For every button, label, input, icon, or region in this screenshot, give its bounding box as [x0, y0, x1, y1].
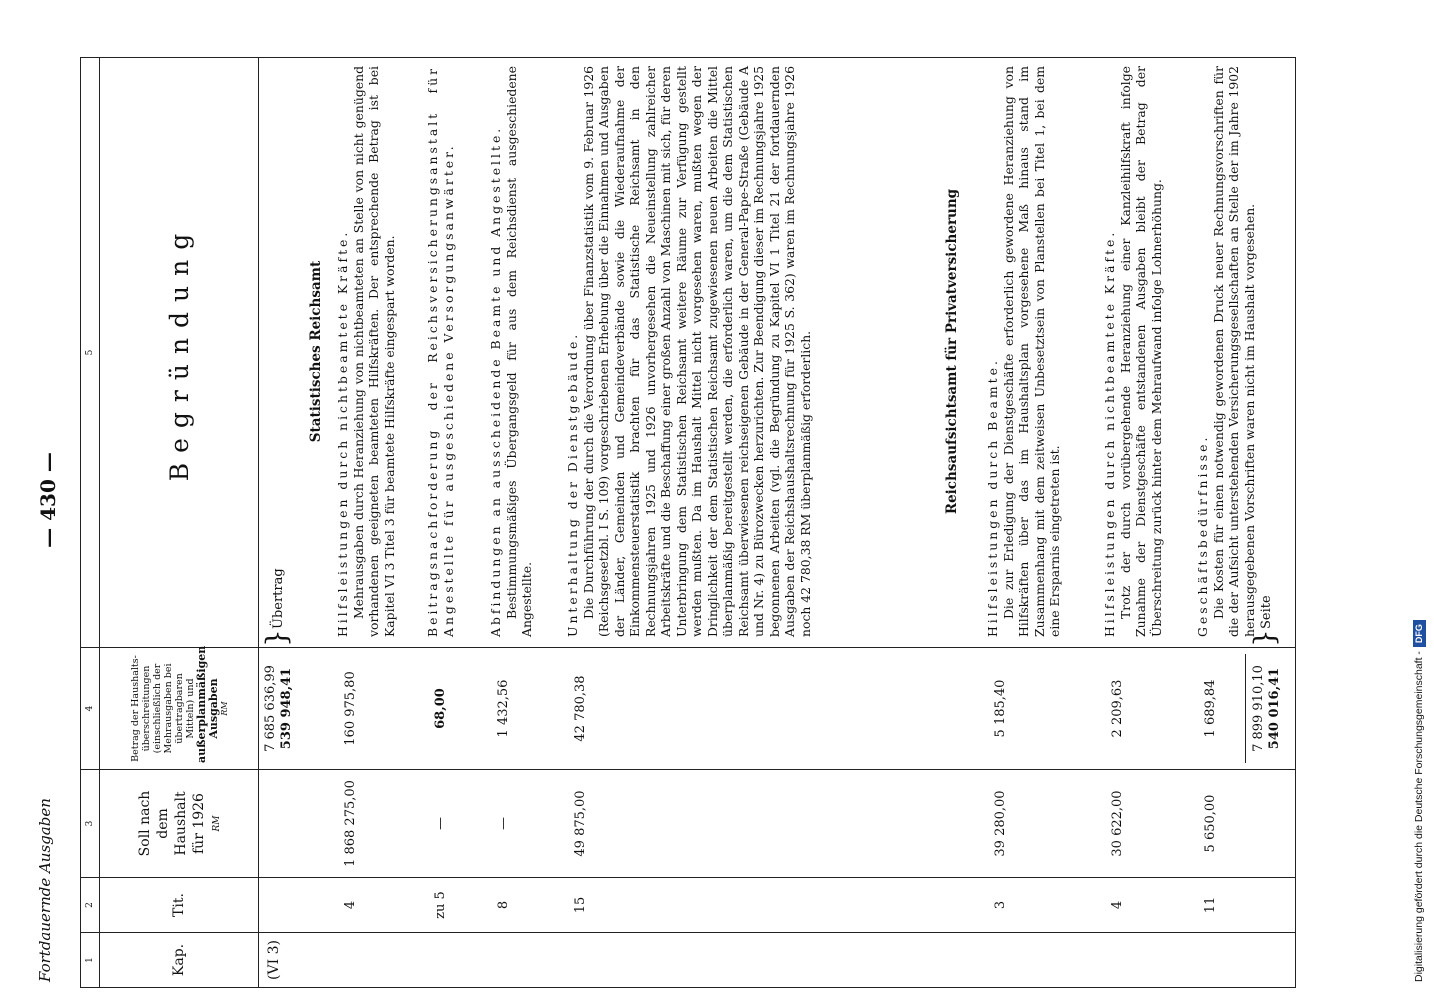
- entry-tit-4b: [1102, 66, 1164, 637]
- begruendung-column: [259, 58, 1296, 648]
- kap-value: (VI 3): [266, 940, 282, 980]
- column-number-row: [81, 58, 100, 988]
- entry-tit-15: [565, 66, 813, 637]
- seite-label: Seite: [1259, 595, 1274, 629]
- header-kap: Kap.: [100, 933, 259, 988]
- uebertrag-amount: 7 685 636,99: [263, 665, 278, 752]
- soll-value: 1 868 275,00: [343, 780, 358, 867]
- digitization-credit: [1408, 8, 1430, 992]
- soll-value: 49 875,00: [573, 790, 588, 857]
- tit-value: zu 5: [433, 891, 448, 919]
- credit-text: Digitalisierung gefördert durch die Deutsche Forschungsgemeinschaft -: [1413, 651, 1425, 982]
- col-number: 5: [81, 58, 100, 648]
- header-soll-unit: RM: [212, 815, 222, 832]
- tit-value: 11: [1203, 896, 1218, 914]
- col-number: 2: [81, 878, 100, 933]
- tit-value: 15: [573, 896, 588, 914]
- entry-text: Bestimmungsmäßiges Übergangsgeld für aus dem Reichsdienst ausgeschiedene Angestellte.: [503, 66, 534, 637]
- tit-value: 4: [1110, 900, 1125, 910]
- betrag-value: 160 975,80: [343, 671, 358, 746]
- running-head: Fortdauernde Ausgaben: [36, 798, 54, 982]
- betrag-column: [259, 648, 1296, 770]
- soll-value: —: [433, 817, 448, 830]
- entry-tit-zu5: [425, 66, 456, 637]
- betrag-value: 68,00: [433, 688, 448, 729]
- kap-column: [259, 933, 1296, 988]
- betrag-value: 2 209,63: [1110, 679, 1125, 738]
- header-soll: [100, 770, 259, 878]
- soll-value: 30 622,00: [1110, 790, 1125, 857]
- body-row: [259, 58, 1296, 988]
- uebertrag-label: Übertrag: [271, 568, 286, 629]
- uebertrag-amount-bold: 539 948,41: [279, 667, 294, 750]
- entry-title: Beitragsnachforderung der Reichsversicherungsanstalt für Angestellte für ausgeschiedene Versorgungsanwärter.: [425, 66, 456, 637]
- brace-glyph: }: [260, 629, 293, 647]
- entry-title: Geschäftsbedürfnisse.: [1195, 434, 1210, 637]
- entry-tit-11: [1195, 66, 1257, 637]
- dfg-logo: DFG: [1413, 620, 1426, 647]
- entry-text: Trotz der durch vorübergehende Heranziehung einer Kanzleihilfskraft infolge Zunahme der Dienstgeschäfte entstandenen Ausgaben bleibt der Betrag der Überschreitung zurück hinter dem Mehraufwand infolge Lohnerhöhung.: [1117, 66, 1164, 637]
- betrag-value: 1 689,84: [1203, 679, 1218, 738]
- page-number: — 430 —: [36, 452, 60, 548]
- betrag-value: 5 185,40: [993, 679, 1008, 738]
- soll-value: 5 650,00: [1203, 794, 1218, 853]
- tit-value: 3: [993, 900, 1008, 910]
- budget-table: [80, 57, 1296, 988]
- seite-amount: 7 899 910,10: [1251, 665, 1266, 752]
- entry-tit-3: [985, 66, 1063, 637]
- entry-tit-4: [335, 66, 397, 637]
- header-betrag-bold: außerplanmäßigen Ausgaben: [194, 645, 220, 763]
- col-number: 3: [81, 770, 100, 878]
- tit-value: 8: [496, 900, 511, 910]
- entry-title: Hilfsleistungen durch Beamte.: [985, 358, 1000, 637]
- entry-text: Die Kosten für einen notwendig gewordenen Druck neuer Rechnungsvorschriften für die der Aufsicht unterstehenden Versicherungsgesellschaften an Stelle der im Jahre 1902 herausgegebenen Vorschriften waren nicht im Haushalt vorgesehen.: [1210, 66, 1257, 637]
- entry-tit-8: [488, 66, 535, 637]
- betrag-value: 42 780,38: [573, 675, 588, 742]
- soll-value: 39 280,00: [993, 790, 1008, 857]
- seite-amount-bold: 540 016,41: [1267, 667, 1282, 750]
- tit-column: [259, 878, 1296, 933]
- col-number: 1: [81, 933, 100, 988]
- entry-title: Hilfsleistungen durch nichtbeamtete Kräfte.: [1102, 229, 1117, 637]
- sum-rule: [1245, 654, 1246, 763]
- header-row: [100, 58, 259, 988]
- entry-title: Abfindungen an ausscheidende Beamte und Angestellte.: [488, 125, 503, 637]
- soll-value: —: [496, 817, 511, 830]
- header-soll-text: Soll nach dem Haushalt für 1926: [137, 790, 207, 857]
- entry-text: Mehrausgaben durch Heranziehung von nichtbeamteten an Stelle von nicht genügend vorhandenen geeigneten beamteten Hilfskräften. Der entsprechende Betrag ist bei Kapitel VI 3 Titel 3 für beamtete Hilfskräfte eingespart worden.: [350, 66, 397, 637]
- header-begruendung: Begründung: [100, 58, 259, 648]
- section-heading: Reichsaufsichtsamt für Privatversicherung: [944, 188, 960, 515]
- entry-title: Unterhaltung der Dienstgebäude.: [565, 331, 580, 637]
- soll-column: [259, 770, 1296, 878]
- header-betrag: [100, 645, 259, 770]
- tit-value: 4: [343, 900, 358, 910]
- header-betrag-text: Betrag der Haushalts- überschreitungen (einschließlich der Mehrausgaben bei übertragbaren Mitteln) und: [129, 655, 196, 762]
- betrag-value: 1 432,56: [496, 679, 511, 738]
- entry-title: Hilfsleistungen durch nichtbeamtete Kräfte.: [335, 229, 350, 637]
- brace-glyph: }: [1248, 629, 1281, 647]
- header-tit: Tit.: [100, 878, 259, 933]
- header-betrag-unit: RM: [219, 701, 229, 716]
- section-heading: Statistisches Reichsamt: [308, 260, 324, 443]
- entry-text: Die Durchführung der durch die Verordnung über Finanzstatistik vom 9. Februar 1926 (Reichsgesetzbl. I S. 109) vorgeschriebenen Erhebung über die Einnahmen und Ausgaben der Länder, Gemeinden und Gemeindeverbände sowie die Wiederaufnahme der Einkommensteuerstatistik brachten für das Statistische Reichsamt in den Rechnungsjahren 1925 und 1926 unvorhergesehen die Neueinstellung zahlreicher Arbeitskräfte und die Beschaffung einer großen Anzahl von Maschinen mit sich, für deren Unterbringung dem Statistischen Reichsamt weitere Räume zur Verfügung gestellt werden mußten. Da im Haushalt Mittel nicht vorgesehen waren, mußten wegen der Dringlichkeit der dem Statistischen Reichsamt zugewiesenen neuen Arbeiten die Mittel überplanmäßig bereitgestellt werden, die erforderlich waren, um die dem Statistischen Reichsamt überwiesenen reichseigenen Gebäude in der General-Pape-Straße (Gebäude A und Nr. 4) zu Bürozwecken herzurichten. Zur Beendigung dieser im Rechnungsjahre 1925 begonnenen Arbeiten (vgl. die Begründung zu Kapitel VI 1 Titel 21 der fortdauernden Ausgaben der Reichshaushaltsrechnung für 1925 S. 362) waren im Rechnungsjahre 1926 noch 42 780,38 RM überplanmäßig erforderlich.: [580, 66, 813, 637]
- entry-text: Die zur Erledigung der Dienstgeschäfte erforderlich gewordene Heranziehung von Hilfskräften über das im Haushaltsplan vorgesehene Maß hinaus stand im Zusammenhang mit dem zeitweisen Unbesetztsein von Planstellen bei Titel 1, bei dem eine Ersparnis eingetreten ist.: [1000, 66, 1062, 637]
- col-number: 4: [81, 648, 100, 770]
